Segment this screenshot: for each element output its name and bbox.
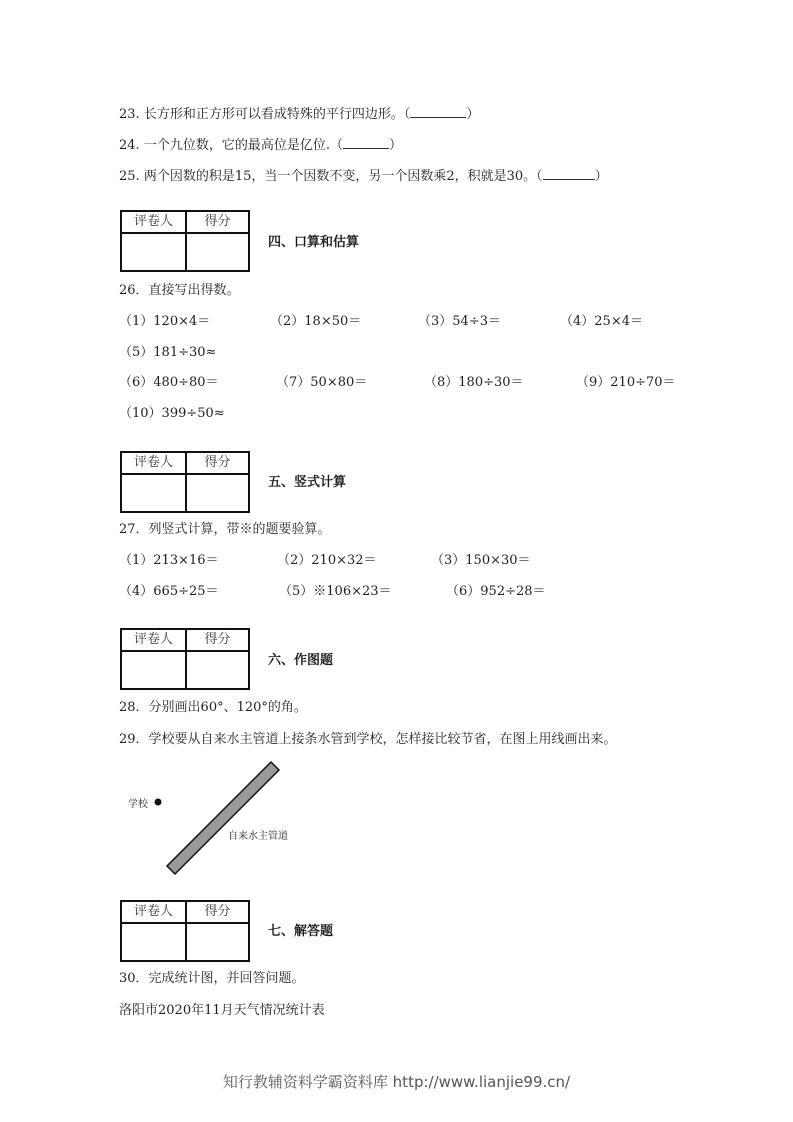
- water-main-pipe: [167, 762, 279, 874]
- section-title-7: 七、解答题: [268, 924, 334, 939]
- pipe-diagram: [120, 755, 320, 880]
- reviewer-header: 评卷人: [122, 453, 187, 475]
- question-30-prompt: 30．完成统计图，并回答问题。: [119, 971, 305, 986]
- school-pipe-figure[interactable]: [120, 755, 320, 880]
- answer-blank[interactable]: [410, 105, 466, 118]
- score-cell[interactable]: [187, 924, 248, 960]
- q27-item-1: （1）213×16＝: [119, 553, 219, 568]
- question-text: 长方形和正方形可以看成特殊的平行四边形。（: [143, 107, 411, 122]
- reviewer-header: 评卷人: [122, 902, 187, 924]
- score-table-section-4: [120, 210, 250, 272]
- score-header: 得分: [187, 453, 248, 475]
- q26-item-7: （7）50×80＝: [276, 375, 368, 390]
- reviewer-cell[interactable]: [122, 234, 187, 270]
- reviewer-header: 评卷人: [122, 212, 187, 234]
- reviewer-cell[interactable]: [122, 652, 187, 688]
- reviewer-header: 评卷人: [122, 630, 187, 652]
- school-label: 学校: [128, 799, 148, 810]
- section-title-4: 四、口算和估算: [268, 235, 360, 250]
- reviewer-cell[interactable]: [122, 475, 187, 511]
- question-25: 25. 两个因数的积是15，当一个因数不变，另一个因数乘2，积就是30。（ ）: [119, 169, 608, 184]
- answer-blank[interactable]: [543, 167, 595, 180]
- q27-item-2: （2）210×32＝: [277, 553, 377, 568]
- question-24: 24. 一个九位数，它的最高位是亿位.（ ）: [119, 138, 402, 153]
- q27-item-6: （6）952÷28＝: [446, 584, 546, 599]
- question-28-prompt: 28．分别画出60°、120°的角。: [119, 700, 307, 715]
- question-number: 24.: [119, 138, 140, 153]
- question-29-prompt: 29．学校要从自来水主管道上接条水管到学校，怎样接比较节省，在图上用线画出来。: [119, 732, 617, 747]
- question-23: 23. 长方形和正方形可以看成特殊的平行四边形。（ ）: [119, 107, 480, 122]
- q26-item-2: （2）18×50＝: [270, 314, 362, 329]
- score-header: 得分: [187, 902, 248, 924]
- section-title-6: 六、作图题: [268, 653, 334, 668]
- question-text: 一个九位数，它的最高位是亿位.（: [143, 138, 343, 153]
- q26-item-6: （6）480÷80＝: [119, 375, 219, 390]
- question-27-prompt: 27．列竖式计算，带※的题要验算。: [119, 522, 331, 537]
- table-caption: 洛阳市2020年11月天气情况统计表: [119, 1003, 325, 1018]
- footer-watermark: 知行教辅资料学霸资料库 http://www.lianjie99.cn/: [222, 1073, 571, 1091]
- question-text: 两个因数的积是15，当一个因数不变，另一个因数乘2，积就是30。（: [143, 169, 543, 184]
- question-number: 23.: [119, 107, 140, 122]
- score-header: 得分: [187, 630, 248, 652]
- score-cell[interactable]: [187, 475, 248, 511]
- q26-item-9: （9）210÷70＝: [576, 375, 676, 390]
- pipe-label: 自来水主管道: [228, 831, 288, 842]
- q27-item-5: （5）※106×23＝: [279, 584, 392, 599]
- q27-item-3: （3）150×30＝: [431, 553, 531, 568]
- school-dot-icon: [155, 799, 162, 806]
- question-26-prompt: 26．直接写出得数。: [119, 283, 240, 298]
- score-header: 得分: [187, 212, 248, 234]
- question-number: 25.: [119, 169, 140, 184]
- q26-item-1: （1）120×4＝: [119, 314, 211, 329]
- q26-item-3: （3）54÷3＝: [418, 314, 501, 329]
- section-title-5: 五、竖式计算: [268, 475, 347, 490]
- reviewer-cell[interactable]: [122, 924, 187, 960]
- q27-item-4: （4）665÷25＝: [119, 584, 219, 599]
- q26-item-8: （8）180÷30＝: [424, 375, 524, 390]
- answer-blank[interactable]: [343, 136, 389, 149]
- q26-item-10: （10）399÷50≈: [119, 406, 225, 421]
- score-table-section-6: [120, 628, 250, 690]
- q26-item-5: （5）181÷30≈: [119, 345, 217, 360]
- score-table-section-5: [120, 451, 250, 513]
- q26-item-4: （4）25×4＝: [560, 314, 643, 329]
- score-table-section-7: [120, 900, 250, 962]
- score-cell[interactable]: [187, 234, 248, 270]
- score-cell[interactable]: [187, 652, 248, 688]
